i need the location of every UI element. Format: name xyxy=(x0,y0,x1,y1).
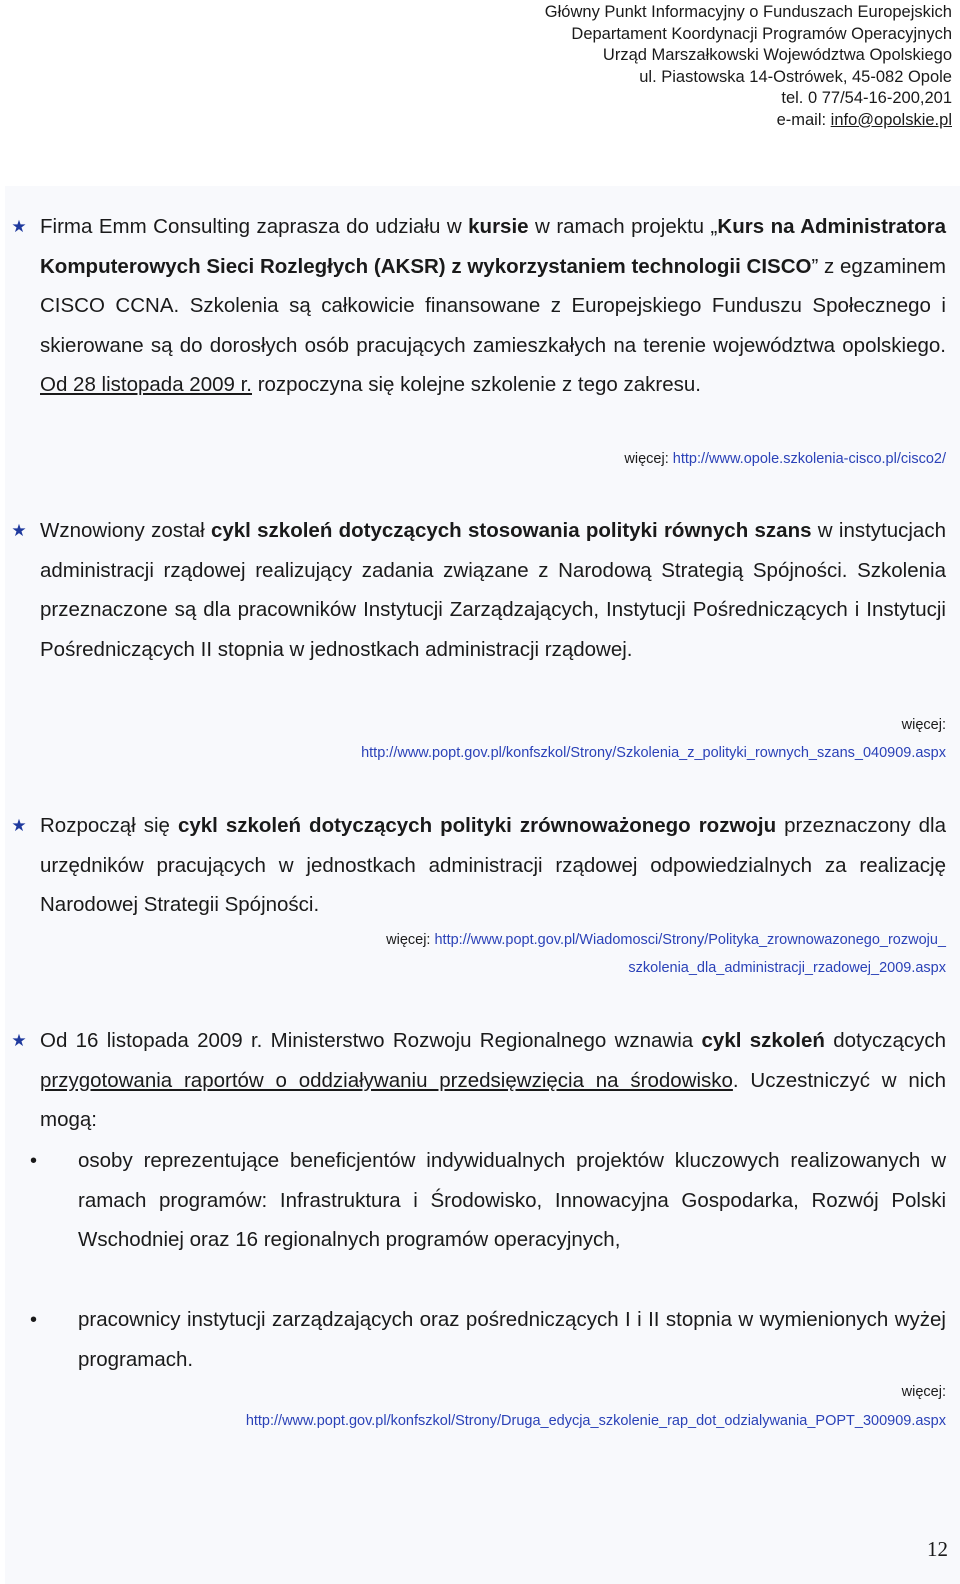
email-label: e-mail: xyxy=(776,110,831,129)
news-text: Od 16 listopada 2009 r. Ministerstwo Rozwoju Regionalnego wznawia cykl szkoleń dotyczących przygotowania raportów o oddziaływaniu przedsięwzięcia na środowisko. Uczestniczyć w nich mogą: xyxy=(40,1029,946,1131)
news-text: Wznowiony został cykl szkoleń dotyczących stosowania polityki równych szans w instytucjach administracji rządowej realizujący zadania związane z Narodową Strategią Spójności. Szkolenia przeznaczone są dla pracowników Instytucji Zarządzających, Instytucji Pośredniczących i Instytucji Pośredniczących II stopnia w jednostkach administracji rządowej. xyxy=(40,519,946,661)
star-icon: ★ xyxy=(11,1031,27,1050)
header-line: ul. Piastowska 14-Ostrówek, 45-082 Opole xyxy=(639,67,952,86)
more-link[interactable]: szkolenia_dla_administracji_rzadowej_2009.aspx xyxy=(628,960,946,976)
star-icon: ★ xyxy=(11,521,27,540)
bullet-icon: • xyxy=(30,1309,38,1331)
news-text: Rozpoczął się cykl szkoleń dotyczących polityki zrównoważonego rozwoju przeznaczony dla urzędników pracujących w jednostkach administracji rządowej odpowiedzialnych za realizację Narodowej Strategii Spójności. xyxy=(40,814,946,916)
bullet-text: osoby reprezentujące beneficjentów indywidualnych projektów kluczowych realizowanych w ramach programów: Infrastruktura i Środowisko, Innowacyjna Gospodarka, Rozwój Polski Wschodniej oraz 16 regionalnych programów operacyjnych, xyxy=(78,1149,946,1251)
more-link-line: więcej: http://www.popt.gov.pl/Wiadomosci/Strony/Polityka_zrownowazonego_rozwoju_ xyxy=(386,932,946,948)
contact-header xyxy=(545,2,952,131)
bullet-icon: • xyxy=(30,1150,38,1172)
more-link[interactable]: http://www.popt.gov.pl/konfszkol/Strony/Druga_edycja_szkolenie_rap_dot_odzialywania_POPT_300909.aspx xyxy=(245,1413,946,1429)
header-line: Główny Punkt Informacyjny o Funduszach Europejskich xyxy=(544,3,952,21)
page-number: 12 xyxy=(927,1537,948,1561)
more-label-line: więcej: xyxy=(901,717,946,733)
header-line: tel. 0 77/54-16-200,201 xyxy=(781,89,952,107)
more-link-line: więcej: http://www.opole.szkolenia-cisco.pl/cisco2/ xyxy=(624,451,946,467)
more-link[interactable]: http://www.popt.gov.pl/konfszkol/Strony/Szkolenia_z_polityki_rownych_szans_040909.aspx xyxy=(361,745,946,761)
more-link-line xyxy=(246,1412,946,1431)
header-line: Urząd Marszałkowski Województwa Opolskiego xyxy=(602,46,952,64)
more-link[interactable]: http://www.opole.szkolenia-cisco.pl/cisco2/ xyxy=(672,451,946,467)
header-email-line xyxy=(545,110,952,132)
header-line: Departament Koordynacji Programów Operacyjnych xyxy=(571,24,952,43)
more-link-line xyxy=(628,959,946,978)
star-icon: ★ xyxy=(11,816,27,835)
news-text: Firma Emm Consulting zaprasza do udziału w kursie w ramach projektu „Kurs na Administratora Komputerowych Sieci Rozległych (AKSR) z wykorzystaniem technologii CISCO” z egzaminem CISCO CCNA. Szkolenia są całkowicie finansowane z Europejskiego Funduszu Społecznego i skierowane są do dorosłych osób pracujących zamieszkałych na terenie województwa opolskiego. Od 28 listopada 2009 r. rozpoczyna się kolejne szkolenie z tego zakresu. xyxy=(40,215,947,396)
star-icon: ★ xyxy=(11,217,27,236)
bullet-text: pracownicy instytucji zarządzających oraz pośredniczących I i II stopnia w wymienionych wyżej programach. xyxy=(78,1308,946,1371)
more-label-line: więcej: xyxy=(901,1384,946,1400)
more-link[interactable]: http://www.popt.gov.pl/Wiadomosci/Strony/Polityka_zrownowazonego_rozwoju_ xyxy=(434,932,946,948)
more-link-line xyxy=(361,744,946,763)
email-link[interactable]: info@opolskie.pl xyxy=(830,110,952,129)
